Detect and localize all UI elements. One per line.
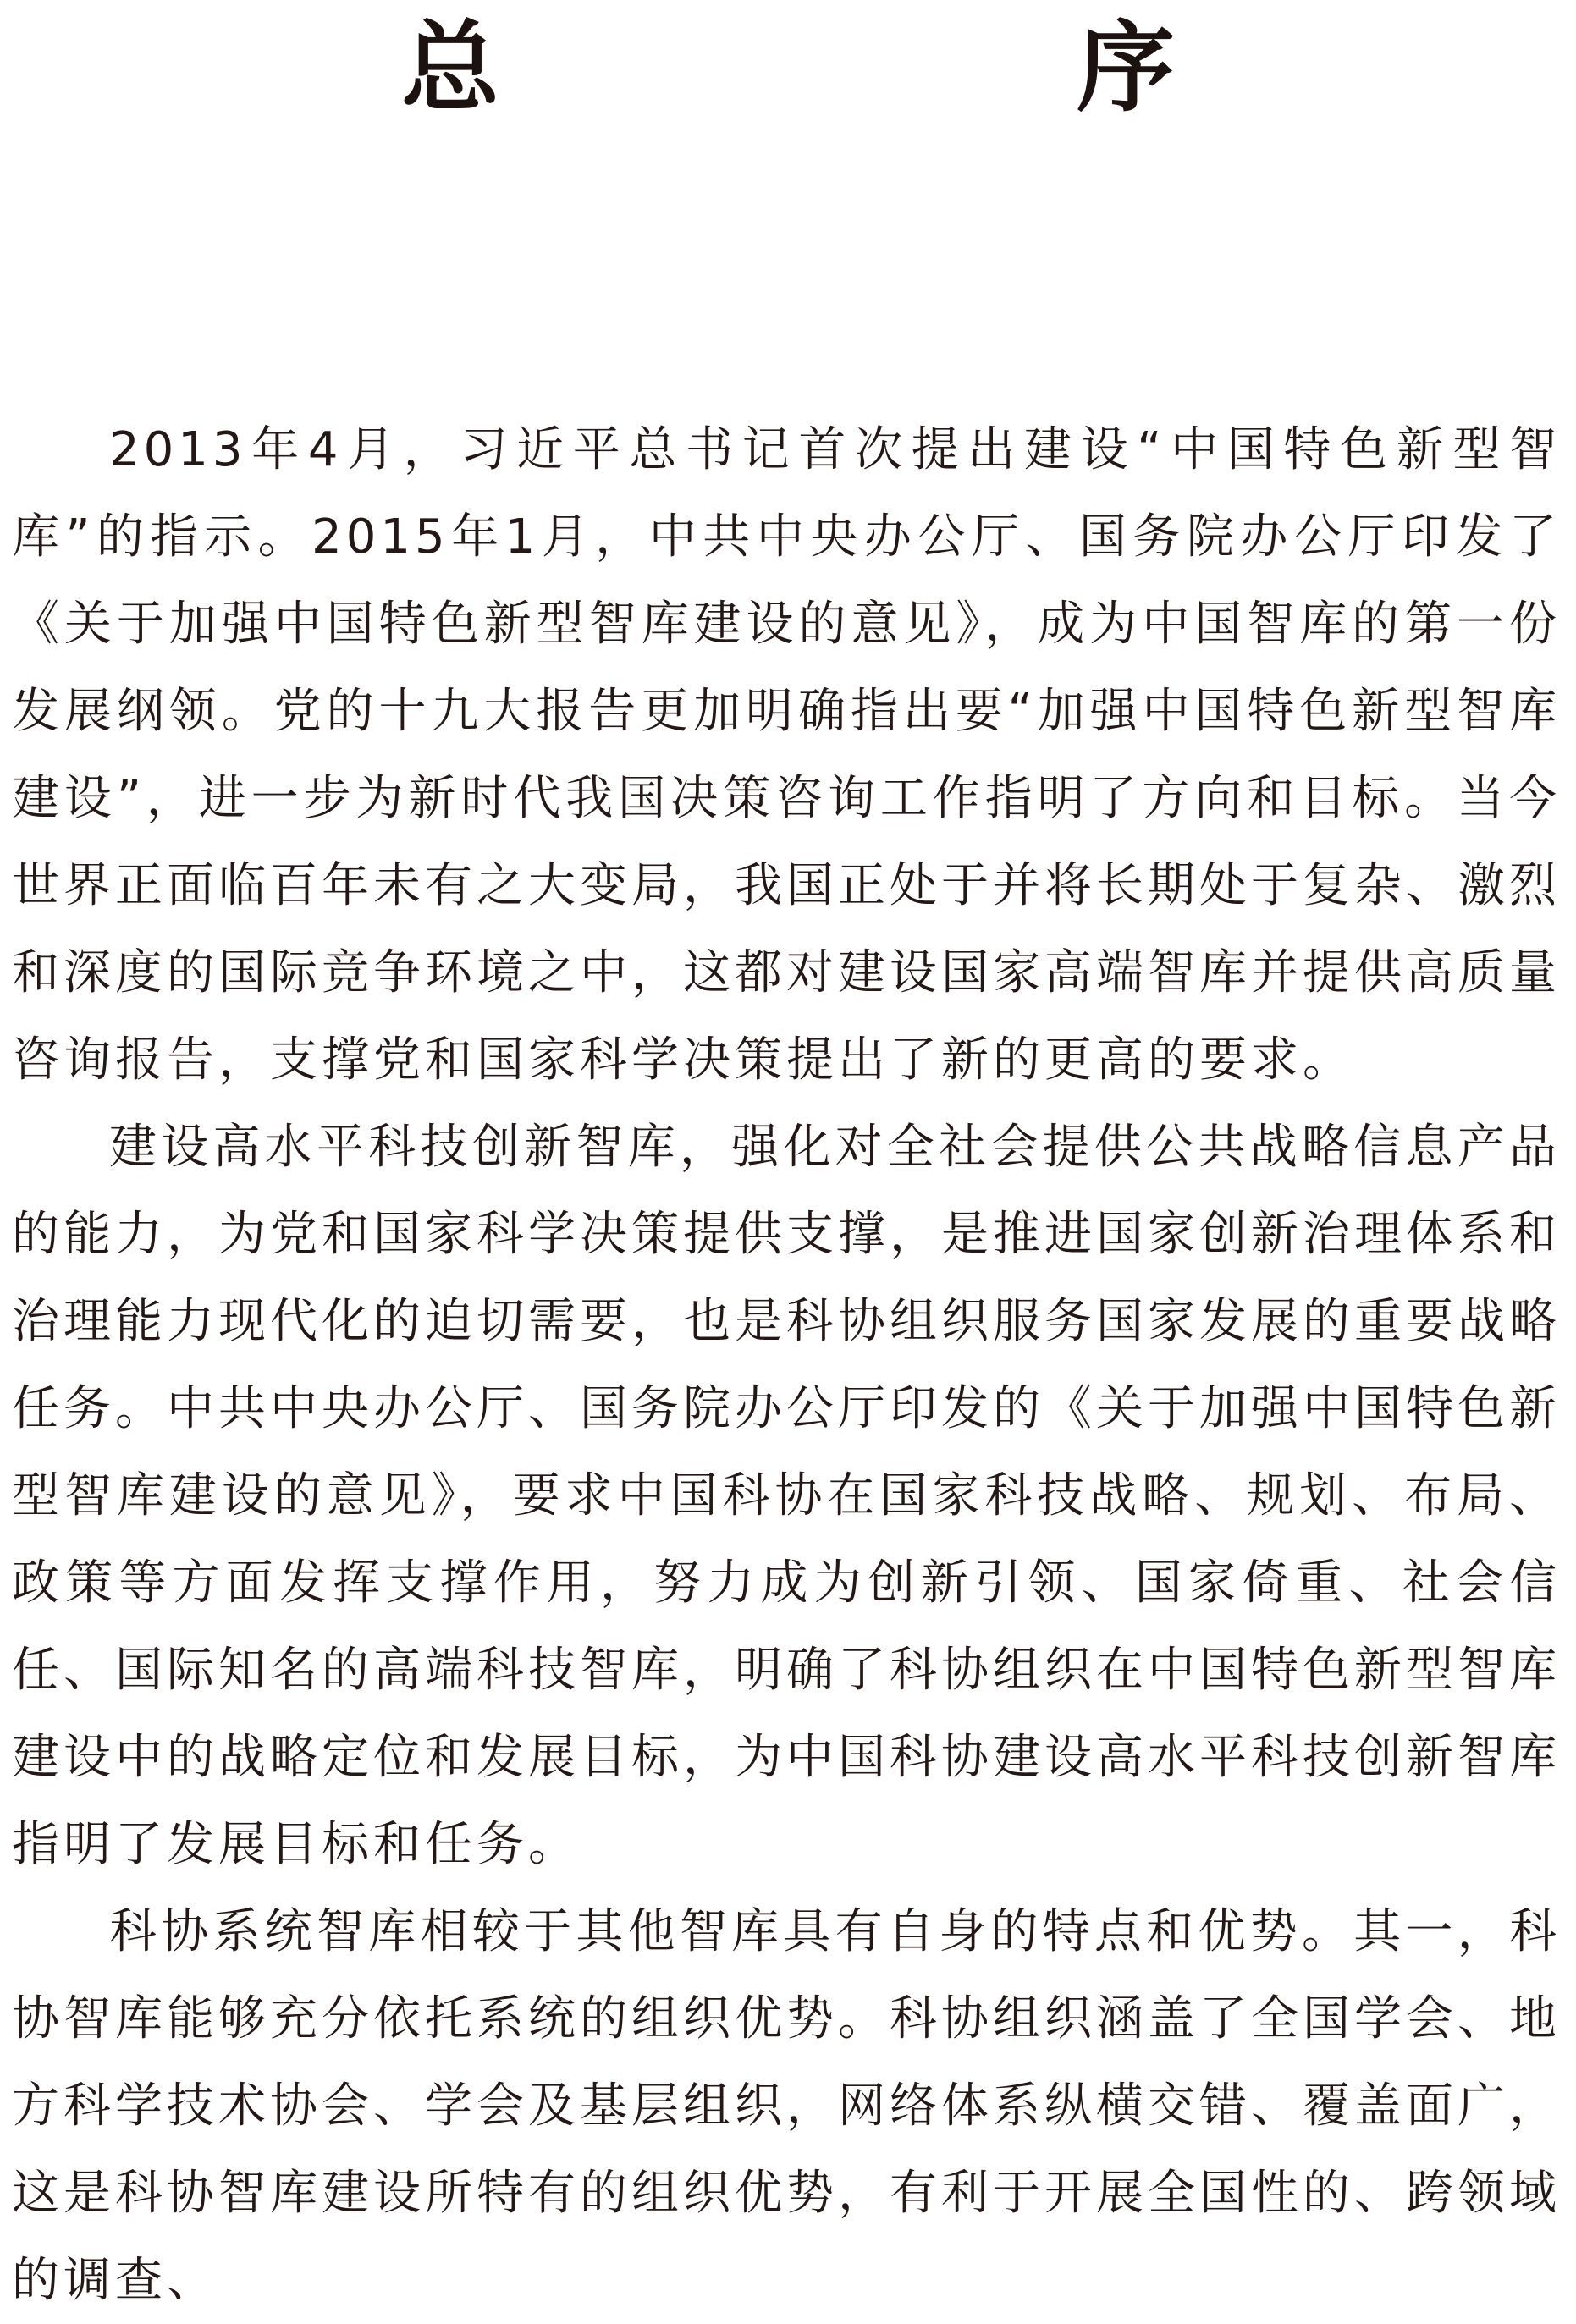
body-text [12,406,1561,2324]
paragraph-2: 建设高水平科技创新智库，强化对全社会提供公共战略信息产品的能力，为党和国家科学决策提供支撑，是推进国家创新治理体系和治理能力现代化的迫切需要，也是科协组织服务国家发展的重要战略任务。中共中央办公厅、国务院办公厅印发的《关于加强中国特色新型智库建设的意见》，要求中国科协在国家科技战略、规划、布局、政策等方面发挥支撑作用，努力成为创新引领、国家倚重、社会信任、国际知名的高端科技智库，明确了科协组织在中国特色新型智库建设中的战略定位和发展目标，为中国科协建设高水平科技创新智库指明了发展目标和任务。 [12,1120,1561,1872]
paragraph-1: 2013年4月，习近平总书记首次提出建设“中国特色新型智库”的指示。2015年1月，中共中央办公厅、国务院办公厅印发了《关于加强中国特色新型智库建设的意见》，成为中国智库的第一份发展纲领。党的十九大报告更加明确指出要“加强中国特色新型智库建设”，进一步为新时代我国决策咨询工作指明了方向和目标。当今世界正面临百年未有之大变局，我国正处于并将长期处于复杂、激烈和深度的国际竞争环境之中，这都对建设国家高端智库并提供高质量咨询报告，支撑党和国家科学决策提出了新的更高的要求。 [12,422,1561,1088]
paragraph-3: 科协系统智库相较于其他智库具有自身的特点和优势。其一，科协智库能够充分依托系统的组织优势。科协组织涵盖了全国学会、地方科学技术协会、学会及基层组织，网络体系纵横交错、覆盖面广，这是科协智库建设所特有的组织优势，有利于开展全国性的、跨领域的调查、 [12,1904,1561,2308]
page-title: 总 序 [401,10,1302,125]
